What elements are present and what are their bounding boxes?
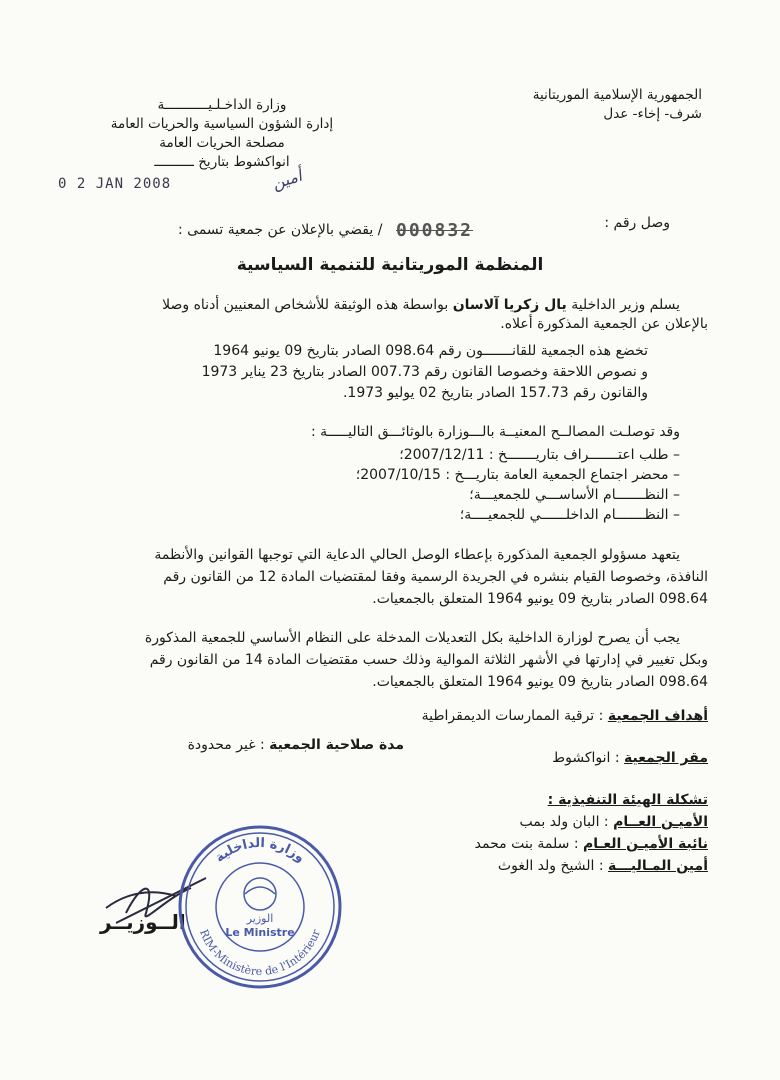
signature-title: الــوزيــر — [100, 910, 186, 934]
para2-line3: 098.64 الصادر بتاريخ 09 يونيو 1964 المتعلق بالجمعيات. — [372, 591, 708, 607]
service-name: مصلحة الحريات العامة — [159, 135, 285, 151]
goals-line — [422, 708, 708, 724]
para1-line2: بالإعلان عن الجمعية المذكورة أعلاه. — [500, 316, 708, 332]
para1-suffix: بواسطة هذه الوثيقة للأشخاص المعنيين أدناه وصلا — [162, 297, 449, 313]
para3-line1: يجب أن يصرح لوزارة الداخلية بكل التعديلات المدخلة على النظام الأساسي للجمعية المذكورة — [144, 630, 680, 646]
para3-line3: 098.64 الصادر بتاريخ 09 يونيو 1964 المتعلق بالجمعيات. — [372, 674, 708, 690]
seal-bottom-text: RIM-Ministère de l'Intérieur — [197, 927, 323, 979]
para2-line1: يتعهد مسؤولو الجمعية المذكورة بإعطاء الوصل الحالي الدعاية التي توجبها القوانين والأنظمة — [154, 547, 680, 563]
board-member-2 — [475, 836, 708, 852]
seat-label: مقر الجمعية — [624, 750, 708, 766]
para2-line2: النافذة، وخصوصا القيام بنشره في الجريدة الرسمية وفقا لمقتضيات المادة 12 من القانون رقم — [163, 569, 708, 585]
goals-value: : ترقية الممارسات الديمقراطية — [421, 708, 604, 724]
ministry-name: وزارة الداخـلـيـــــــــــة — [157, 97, 287, 113]
minister-name: يال زكريا آلاسان — [452, 297, 567, 313]
member-name: : البان ولد بمب — [519, 814, 609, 830]
receipt-number: 000832 — [396, 220, 474, 241]
board-label: تشكلة الهيئة التنفيذية : — [547, 792, 708, 808]
member-role: أمين المـاليـــة — [608, 858, 708, 874]
country-motto: شرف- إخاء- عدل — [603, 106, 702, 122]
law-line-1: تخضع هذه الجمعية للقانـــــــون رقم 098.64 الصادر بتاريخ 09 يونيو 1964 — [213, 343, 648, 359]
duration-value: : غير محدودة — [187, 737, 265, 753]
documents-intro: وقد توصلـت المصالــح المعنيــة بالـــوزارة بالوثائـــق التاليـــــة : — [310, 424, 680, 440]
seal-top-text: وزارة الداخلية — [212, 835, 308, 866]
document-item-3: – النظـــــــام الأساســـي للجمعيـــة؛ — [469, 487, 680, 503]
handwritten-mark: أمين — [269, 165, 305, 194]
header-country — [533, 86, 702, 124]
document-item-4: – النظـــــــام الداخلــــــي للجمعيــــة؛ — [460, 507, 680, 523]
para1-prefix: يسلم وزير الداخلية — [571, 297, 680, 313]
board-member-1 — [520, 814, 708, 830]
para1-line1 — [162, 297, 680, 313]
seat-line — [552, 750, 708, 766]
member-name: : سلمة بنت محمد — [474, 836, 579, 852]
header-ministry — [98, 96, 346, 172]
goals-label: أهداف الجمعية — [607, 708, 708, 724]
directorate-name: إدارة الشؤون السياسية والحريات العامة — [110, 116, 334, 132]
seal-inner-ar: الوزير — [246, 912, 274, 925]
duration-line — [188, 737, 404, 753]
board-member-3 — [498, 858, 708, 874]
country-name: الجمهورية الإسلامية الموريتانية — [532, 87, 702, 103]
date-stamp: 0 2 JAN 2008 — [58, 176, 172, 192]
org-name-title: المنظمة الموريتانية للتنمية السياسية — [236, 255, 544, 275]
receipt-label: وصل رقم : — [604, 215, 670, 231]
law-line-3: والقانون رقم 157.73 الصادر بتاريخ 02 يوليو 1973. — [342, 385, 648, 401]
place-date: انواكشوط بتاريخ ــــــــــ — [154, 154, 290, 170]
receipt-text: / يقضي بالإعلان عن جمعية تسمى : — [178, 222, 383, 238]
ministry-seal — [175, 822, 345, 992]
seal-inner-fr: Le Ministre — [225, 926, 295, 939]
document-item-1: – طلب اعتـــــــراف بتاريـــــــخ : 2007/12/11؛ — [399, 447, 680, 463]
seat-value: : انواكشوط — [552, 750, 620, 766]
para3-line2: وبكل تغيير في إدارتها في الأشهر الثلاثة الموالية وذلك حسب مقتضيات المادة 14 من القانون رقم — [149, 652, 708, 668]
document-item-2: – محضر اجتماع الجمعية العامة بتاريـــخ : 2007/10/15؛ — [356, 467, 680, 483]
member-role: الأميـن العــام — [613, 814, 708, 830]
duration-label: مدة صلاحية الجمعية — [269, 737, 404, 753]
member-role: نائبة الأميـن العـام — [583, 836, 708, 852]
law-line-2: و نصوص اللاحقة وخصوصا القانون رقم 007.73 الصادر بتاريخ 23 يناير 1973 — [201, 364, 648, 380]
member-name: : الشيخ ولد الغوث — [497, 858, 604, 874]
